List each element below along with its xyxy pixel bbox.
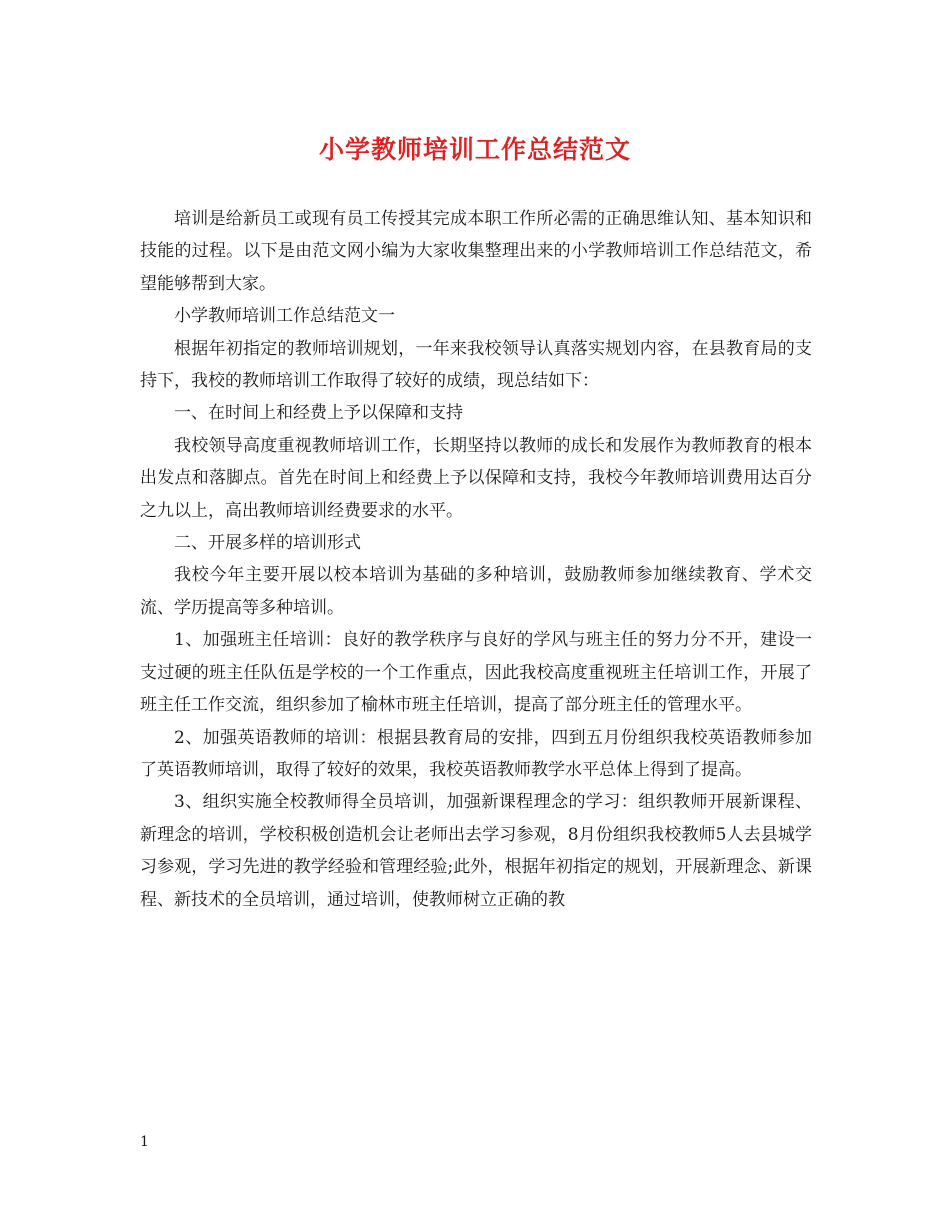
paragraph-heading-1: 一、在时间上和经费上予以保障和支持	[174, 403, 463, 424]
paragraph-heading-2: 二、开展多样的培训形式	[174, 533, 361, 554]
paragraph-intro: 培训是给新员工或现有员工传授其完成本职工作所必需的正确思维认知、基本知识和技能的过程。以下是由范文网小编为大家收集整理出来的小学教师培训工作总结范文，希望能够帮到大家。	[140, 209, 812, 294]
document-body	[140, 203, 812, 916]
page-number: 1	[140, 1134, 149, 1150]
paragraph-item-1: 1、加强班主任培训：良好的教学秩序与良好的学风与班主任的努力分不开，建设一支过硬的班主任队伍是学校的一个工作重点，因此我校高度重视班主任培训工作，开展了班主任工作交流，组织参加了榆林市班主任培训，提高了部分班主任的管理水平。	[140, 630, 812, 716]
paragraph-item-2: 2、加强英语教师的培训：根据县教育局的安排，四到五月份组织我校英语教师参加了英语教师培训，取得了较好的效果，我校英语教师教学水平总体上得到了提高。	[140, 727, 812, 780]
document-title: 小学教师培训工作总结范文	[318, 135, 631, 164]
paragraph-item-3: 3、组织实施全校教师得全员培训，加强新课程理念的学习：组织教师开展新课程、新理念的培训，学校积极创造机会让老师出去学习参观，8月份组织我校教师5人去县城学习参观，学习先进的教学经验和管理经验;此外，根据年初指定的规划，开展新理念、新课程、新技术的全员培训，通过培训，使教师树立正确的教	[140, 792, 812, 910]
paragraph-section-heading: 小学教师培训工作总结范文一	[174, 306, 395, 327]
paragraph: 我校领导高度重视教师培训工作，长期坚持以教师的成长和发展作为教师教育的根本出发点和落脚点。首先在时间上和经费上予以保障和支持，我校今年教师培训费用达百分之九以上，高出教师培训经费要求的水平。	[140, 435, 812, 521]
paragraph: 我校今年主要开展以校本培训为基础的多种培训，鼓励教师参加继续教育、学术交流、学历提高等多种培训。	[140, 565, 812, 618]
paragraph: 根据年初指定的教师培训规划，一年来我校领导认真落实规划内容，在县教育局的支持下，我校的教师培训工作取得了较好的成绩，现总结如下：	[140, 338, 812, 392]
